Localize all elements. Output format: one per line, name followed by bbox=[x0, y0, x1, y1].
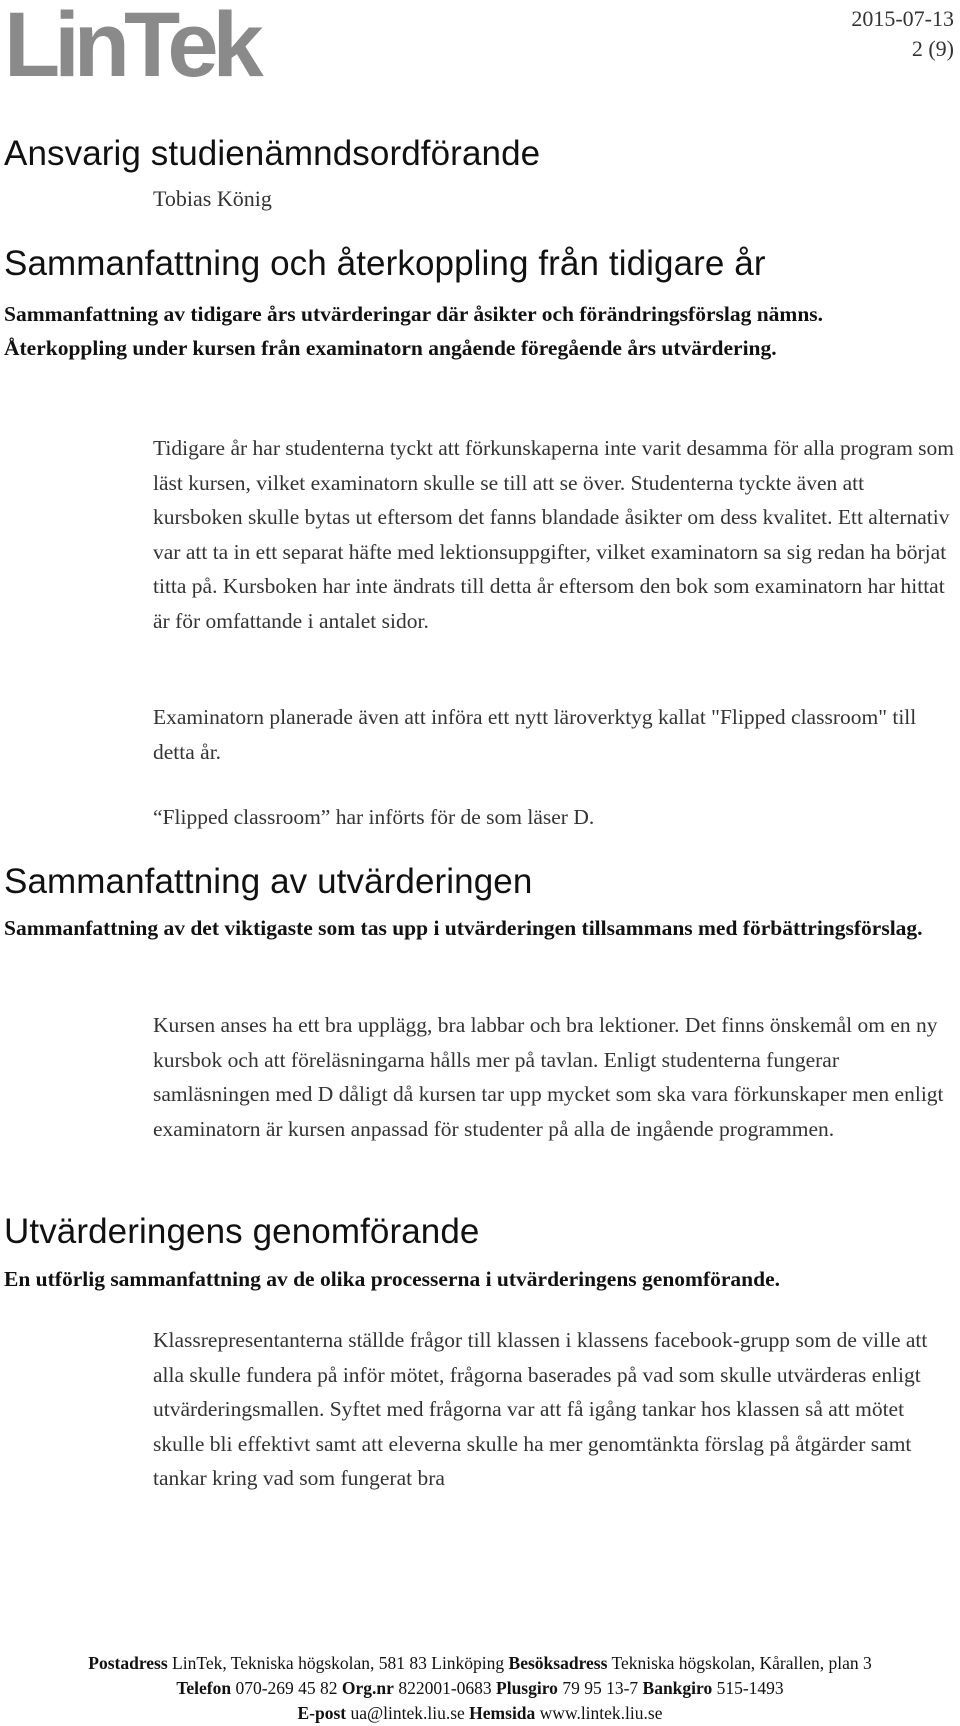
postadress-value: LinTek, Tekniska högskolan, 581 83 Linköping bbox=[172, 1653, 505, 1673]
besoksadress-value: Tekniska högskolan, Kårallen, plan 3 bbox=[611, 1653, 872, 1673]
heading-responsible: Ansvarig studienämndsordförande bbox=[4, 134, 541, 173]
paragraph-previous-1: Tidigare år har studenterna tyckt att förkunskaperna inte varit desamma för alla program som läst kursen, vilket examinatorn skulle se till att se över. Studenterna tyckte även att kursboken skulle bytas ut eftersom det fanns blandade åsikter om dess kvalitet. Ett alternativ var att ta in ett separat häfte med lektionsuppgifter, vilket examinatorn sa sig redan ha börjat titta på. Kursboken har inte ändrats till detta år eftersom den bok som examinatorn har hittat är för omfattande i antalet sidor. bbox=[153, 436, 955, 633]
paragraph-evaluation-execution: Klassrepresentanterna ställde frågor till klassen i klassens facebook-grupp som de ville att alla skulle fundera på inför mötet, frågorna baserades på vad som skulle utvärderas enligt utvärderingsmallen. Syftet med frågorna var att få igång tankar hos klassen så att mötet skulle bli effektivt samt att eleverna skulle ha mer genomtänkta förslag på åtgärder samt tankar kring vad som fungerat bra bbox=[153, 1328, 928, 1490]
subheading-evaluation-summary: Sammanfattning av det viktigaste som tas upp i utvärderingen tillsammans med förbättringsförslag. bbox=[4, 916, 923, 940]
hemsida-link[interactable]: www.lintek.liu.se bbox=[539, 1703, 663, 1723]
lintek-logo bbox=[4, 2, 304, 87]
lintek-logo-mark bbox=[4, 2, 304, 82]
plusgiro-label: Plusgiro bbox=[496, 1678, 558, 1698]
telefon-value: 070-269 45 82 bbox=[235, 1678, 338, 1698]
footer-line-3 bbox=[0, 1701, 960, 1726]
heading-evaluation-summary: Sammanfattning av utvärderingen bbox=[4, 862, 533, 901]
epost-label: E-post bbox=[297, 1703, 347, 1723]
paragraph-evaluation-summary: Kursen anses ha ett bra upplägg, bra labbar och bra lektioner. Det finns önskemål om en ny kursbok och att föreläsningarna hålls mer på tavlan. Enligt studenterna fungerar samläsningen med D dåligt då kursen tar upp mycket som ska vara förkunskaper men enligt examinatorn är kursen anpassad för studenter på alla de ingående programmen. bbox=[153, 1013, 944, 1141]
paragraph-previous-3: “Flipped classroom” har införts för de som läser D. bbox=[153, 805, 595, 829]
bankgiro-value: 515-1493 bbox=[716, 1678, 784, 1698]
telefon-label: Telefon bbox=[176, 1678, 232, 1698]
heading-evaluation-execution: Utvärderingens genomförande bbox=[4, 1212, 480, 1251]
orgnr-value: 822001-0683 bbox=[398, 1678, 492, 1698]
page-number: 2 (9) bbox=[911, 36, 954, 61]
heading-previous-years: Sammanfattning och återkoppling från tidigare år bbox=[4, 244, 766, 283]
footer-line-2 bbox=[0, 1676, 960, 1701]
hemsida-label: Hemsida bbox=[469, 1703, 536, 1723]
paragraph-previous-2: Examinatorn planerade även att införa ett nytt läroverktyg kallat "Flipped classroom" till detta år. bbox=[153, 705, 917, 764]
bankgiro-label: Bankgiro bbox=[642, 1678, 713, 1698]
document-header-info bbox=[851, 4, 954, 64]
postadress-label: Postadress bbox=[88, 1653, 168, 1673]
footer-line-1 bbox=[0, 1651, 960, 1676]
subheading-previous-years: Sammanfattning av tidigare års utvärderingar där åsikter och förändringsförslag nämns. Återkoppling under kursen från examinatorn angående föregående års utvärdering. bbox=[4, 302, 824, 360]
orgnr-label: Org.nr bbox=[341, 1678, 394, 1698]
logo-text: LinTek bbox=[4, 2, 258, 82]
plusgiro-value: 79 95 13-7 bbox=[562, 1678, 639, 1698]
responsible-name: Tobias König bbox=[153, 186, 272, 211]
document-date: 2015-07-13 bbox=[851, 6, 954, 31]
subheading-evaluation-execution: En utförlig sammanfattning av de olika processerna i utvärderingens genomförande. bbox=[4, 1267, 780, 1291]
epost-link[interactable]: ua@lintek.liu.se bbox=[350, 1703, 465, 1723]
besoksadress-label: Besöksadress bbox=[508, 1653, 608, 1673]
document-footer bbox=[0, 1651, 960, 1726]
